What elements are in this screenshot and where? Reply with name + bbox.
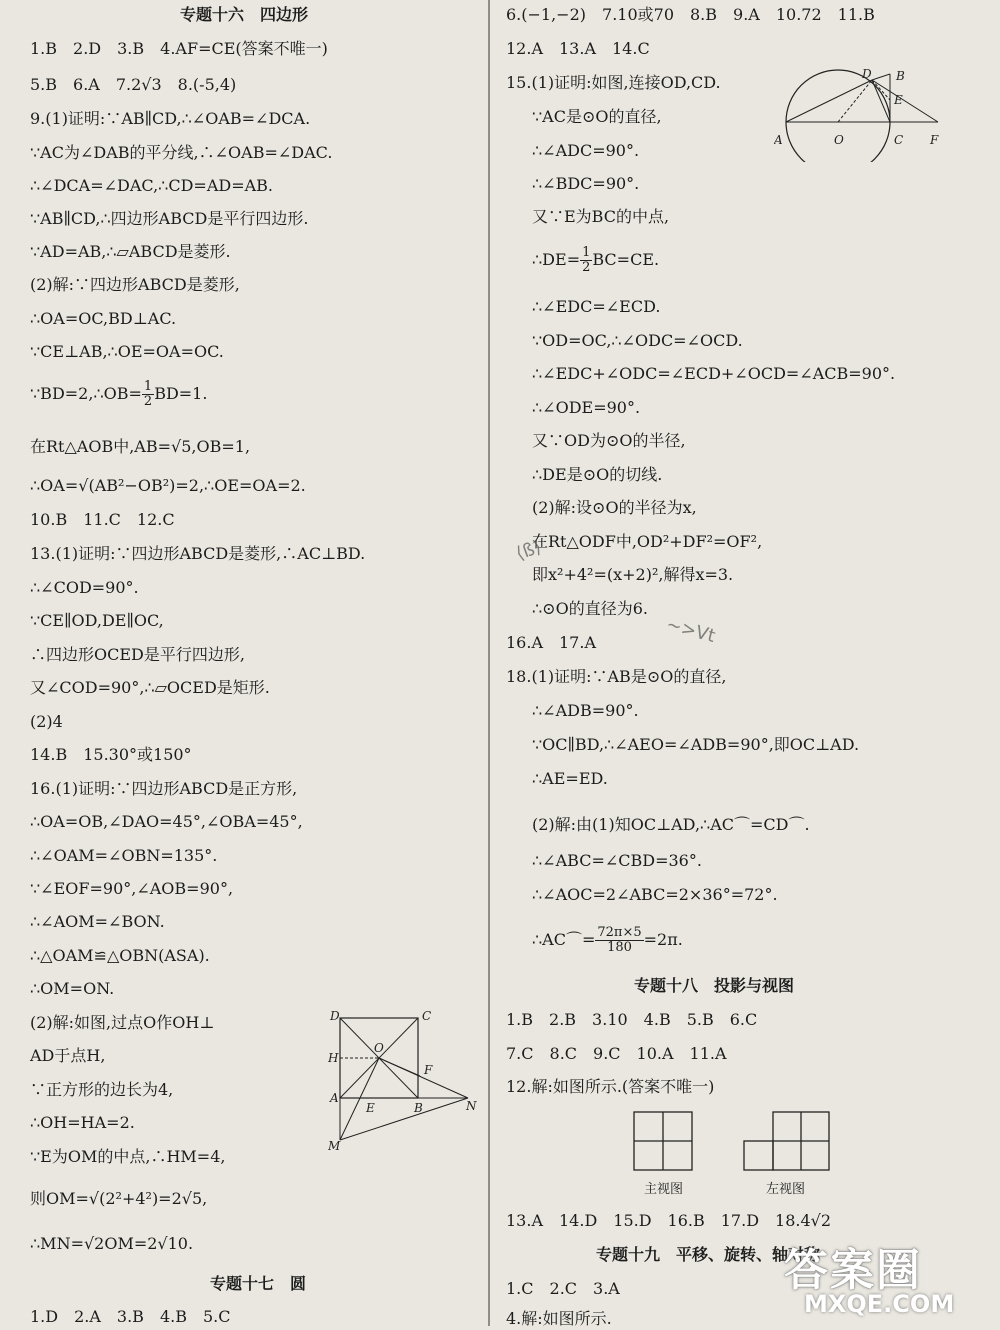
answer-line: 14.B 15.30°或150°	[30, 745, 192, 764]
answer-line: ∵E为OM的中点,∴HM=4,	[30, 1147, 226, 1166]
answer-line: 10.B 11.C 12.C	[30, 510, 175, 529]
answer-line: ∵CE⊥AB,∴OE=OA=OC.	[30, 342, 224, 361]
answer-line: 13.A 14.D 15.D 16.B 17.D 18.4√2	[506, 1211, 832, 1230]
answer-line: ∵OD=OC,∴∠ODC=∠OCD.	[532, 331, 743, 350]
answer-line: 5.B 6.A 7.2√3 8.(-5,4)	[30, 75, 237, 94]
answer-line: ∴OA=OC,BD⊥AC.	[30, 309, 177, 328]
answer-line: ∵CE∥OD,DE∥OC,	[30, 611, 164, 630]
answer-line: ∵AC是⊙O的直径,	[532, 107, 662, 126]
fraction-suffix: BD=1.	[154, 384, 208, 403]
answer-line: ∴四边形OCED是平行四边形,	[30, 645, 245, 664]
answer-line: 又∵E为BC的中点,	[532, 207, 670, 226]
section-title-19: 专题十九 平移、旋转、轴对称	[596, 1245, 821, 1264]
label-F: F	[424, 1063, 433, 1077]
answer-line: 又∠COD=90°,∴▱OCED是矩形.	[30, 678, 270, 697]
answer-line: ∴△OAM≌△OBN(ASA).	[30, 946, 210, 965]
fraction-denominator: 2	[143, 394, 153, 409]
answer-line: ∴DE是⊙O的切线.	[532, 465, 663, 484]
answer-line: ∴∠BDC=90°.	[532, 174, 640, 193]
label-O: O	[374, 1041, 384, 1055]
fraction-numerator: 1	[143, 379, 153, 394]
fraction	[595, 926, 643, 955]
answer-line: ∴OM=ON.	[30, 979, 115, 998]
fraction	[142, 380, 154, 409]
answer-line: 又∵OD为⊙O的半径,	[532, 431, 686, 450]
answer-line: ∴∠ADB=90°.	[532, 701, 639, 720]
three-view-figure	[632, 1110, 832, 1172]
answer-line: 12.A 13.A 14.C	[506, 39, 650, 58]
answer-line: ∴MN=√2OM=2√10.	[30, 1234, 194, 1253]
fraction-denominator: 180	[607, 940, 632, 955]
caption-left-view: 左视图	[766, 1182, 806, 1197]
watermark-logo-text: 答案圈	[784, 1245, 922, 1296]
answer-line: ∴OA=√(AB²−OB²)=2,∴OE=OA=2.	[30, 476, 306, 495]
answer-line: 则OM=√(2²+4²)=2√5,	[30, 1189, 208, 1208]
answer-line-fraction	[30, 380, 207, 409]
answer-line: ∴∠DCA=∠DAC,∴CD=AD=AB.	[30, 176, 274, 195]
label-N: N	[466, 1099, 477, 1113]
answer-line: 9.(1)证明:∵AB∥CD,∴∠OAB=∠DCA.	[30, 109, 311, 128]
answer-line: ∵正方形的边长为4,	[30, 1080, 174, 1099]
fraction-prefix: ∴AC⌒=	[532, 930, 596, 949]
label-C: C	[894, 133, 904, 147]
fraction-denominator: 2	[582, 260, 591, 275]
answer-line: ∴AE=ED.	[532, 769, 608, 788]
answer-line: 在Rt△AOB中,AB=√5,OB=1,	[30, 437, 251, 456]
label-C: C	[422, 1010, 432, 1023]
answer-line: ∴OA=OB,∠DAO=45°,∠OBA=45°,	[30, 812, 303, 831]
answer-line: (2)4	[30, 712, 63, 731]
answer-line: ∵AC为∠DAB的平分线,∴∠OAB=∠DAC.	[30, 143, 333, 162]
label-A: A	[330, 1091, 339, 1105]
fraction-suffix: BC=CE.	[592, 250, 660, 269]
fraction-numerator: 1	[582, 245, 591, 260]
label-O: O	[834, 133, 844, 147]
handwriting-mark: ⟨ß⟩	[513, 536, 545, 565]
answer-line-fraction	[532, 926, 683, 955]
label-E: E	[366, 1101, 375, 1115]
fraction-prefix: ∵BD=2,∴OB=	[30, 384, 142, 403]
answer-line: ∴∠COD=90°.	[30, 578, 139, 597]
answer-line: 16.A 17.A	[506, 633, 597, 652]
answer-line: 1.D 2.A 3.B 4.B 5.C	[30, 1307, 231, 1326]
circle-tangent-figure	[774, 66, 950, 162]
section-title-16: 专题十六 四边形	[180, 5, 309, 24]
answer-line: 16.(1)证明:∵四边形ABCD是正方形,	[30, 779, 298, 798]
answer-line: (2)解:设⊙O的半径为x,	[532, 498, 697, 517]
answer-line: ∵OC∥BD,∴∠AEO=∠ADB=90°,即OC⊥AD.	[532, 735, 860, 754]
answer-line: ∵∠EOF=90°,∠AOB=90°,	[30, 879, 234, 898]
answer-line: (2)解:∵四边形ABCD是菱形,	[30, 275, 240, 294]
answer-line: 1.C 2.C 3.A	[506, 1279, 620, 1298]
answer-line: 13.(1)证明:∵四边形ABCD是菱形,∴AC⊥BD.	[30, 544, 366, 563]
label-D: D	[862, 67, 872, 81]
answer-line: ∴∠OAM=∠OBN=135°.	[30, 846, 218, 865]
answer-line: ∴∠EDC=∠ECD.	[532, 297, 661, 316]
label-M: M	[328, 1139, 341, 1152]
label-H: H	[328, 1051, 339, 1065]
handwriting-mark: ~>Vt	[664, 613, 718, 648]
label-D: D	[330, 1010, 340, 1023]
answer-line: 15.(1)证明:如图,连接OD,CD.	[506, 73, 721, 92]
answer-line: ∵AB∥CD,∴四边形ABCD是平行四边形.	[30, 209, 309, 228]
answer-line: ∴∠AOC=2∠ABC=2×36°=72°.	[532, 885, 778, 904]
answer-line: 在Rt△ODF中,OD²+DF²=OF²,	[532, 532, 763, 551]
answer-line-fraction	[532, 246, 659, 275]
section-title-17: 专题十七 圆	[210, 1274, 307, 1293]
label-E: E	[894, 93, 903, 107]
section-title-18: 专题十八 投影与视图	[634, 976, 795, 995]
label-B: B	[414, 1101, 423, 1115]
answer-line: ∴∠ABC=∠CBD=36°.	[532, 851, 702, 870]
answer-line: ∴∠ODE=90°.	[532, 398, 641, 417]
caption-front-view: 主视图	[644, 1182, 684, 1197]
column-divider	[488, 0, 490, 1326]
answer-line: (2)解:由(1)知OC⊥AD,∴AC⌒=CD⌒.	[532, 815, 810, 834]
answer-line: ∴∠ADC=90°.	[532, 141, 640, 160]
answer-line: 即x²+4²=(x+2)²,解得x=3.	[532, 565, 734, 584]
square-geometry-figure	[328, 1010, 478, 1152]
fraction-numerator: 72π×5	[597, 925, 642, 940]
answer-line: AD于点H,	[30, 1046, 106, 1065]
label-A: A	[774, 133, 783, 147]
label-F: F	[930, 133, 939, 147]
answer-line: 12.解:如图所示.(答案不唯一)	[506, 1077, 715, 1096]
answer-line: ∴∠EDC+∠ODC=∠ECD+∠OCD=∠ACB=90°.	[532, 364, 896, 383]
fraction	[580, 246, 592, 275]
answer-line: ∵AD=AB,∴▱ABCD是菱形.	[30, 242, 231, 261]
answer-line: 4.解:如图所示.	[506, 1309, 612, 1328]
answer-line: 1.B 2.D 3.B 4.AF=CE(答案不唯一)	[30, 39, 328, 58]
answer-line: ∴⊙O的直径为6.	[532, 599, 648, 618]
watermark-url: MXQE.COM	[804, 1290, 955, 1318]
answer-line: 7.C 8.C 9.C 10.A 11.A	[506, 1044, 727, 1063]
watermark	[784, 1234, 994, 1320]
answer-line: ∴∠AOM=∠BON.	[30, 912, 165, 931]
answer-line: 18.(1)证明:∵AB是⊙O的直径,	[506, 667, 727, 686]
answer-line: 6.(−1,−2) 7.10或70 8.B 9.A 10.72 11.B	[506, 5, 875, 24]
answer-line: ∴OH=HA=2.	[30, 1113, 135, 1132]
answer-line: 1.B 2.B 3.10 4.B 5.B 6.C	[506, 1010, 758, 1029]
fraction-prefix: ∴DE=	[532, 250, 581, 269]
answer-line: (2)解:如图,过点O作OH⊥	[30, 1013, 215, 1032]
fraction-suffix: =2π.	[643, 930, 683, 949]
label-B: B	[896, 69, 905, 83]
